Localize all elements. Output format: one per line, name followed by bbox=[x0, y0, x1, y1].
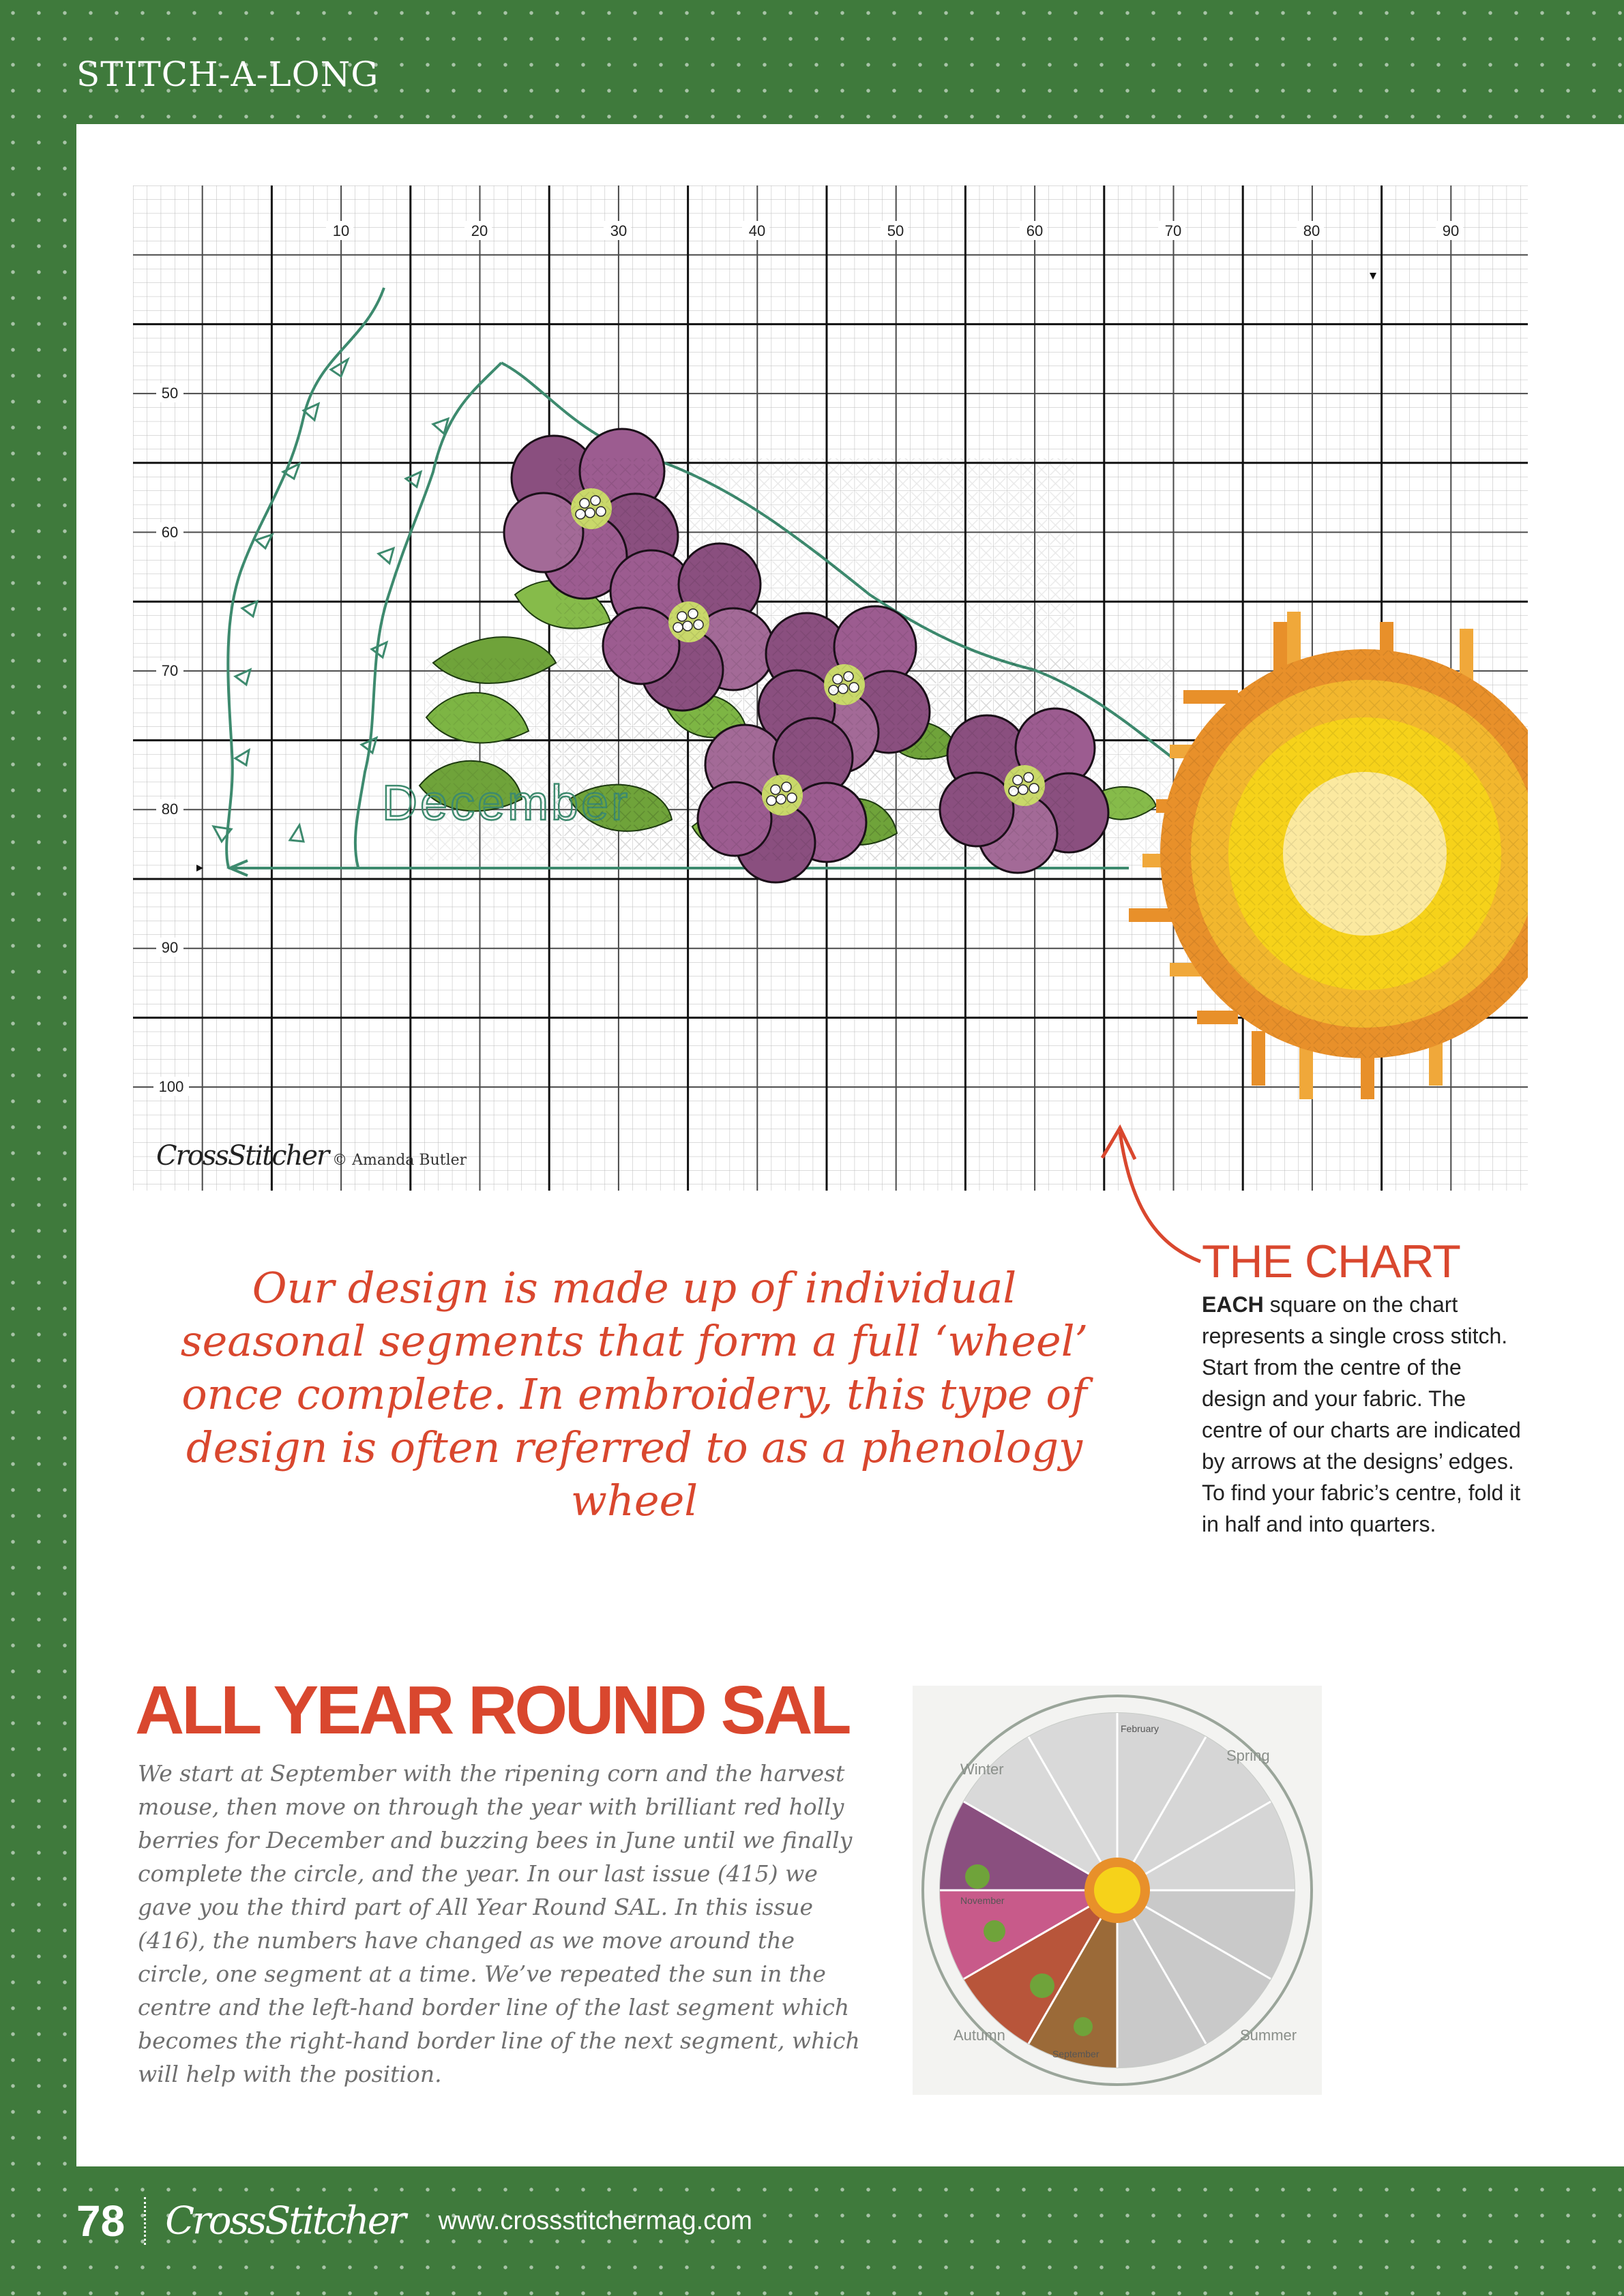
chart-credit bbox=[156, 1140, 467, 1172]
wheel-month-label: November bbox=[960, 1895, 1005, 1906]
wheel-season-label: Autumn bbox=[954, 2027, 1005, 2044]
chart-info-text: square on the chart represents a single cross stitch. Start from the centre of the design and your fabric. The centre of our charts are indicated by arrows at the designs’ edges. To find your fabric’s centre, fold it in half and into quarters. bbox=[1202, 1292, 1521, 1536]
chart-info-lead: EACH bbox=[1202, 1292, 1264, 1317]
page-number: 78 bbox=[76, 2196, 126, 2246]
footer-divider bbox=[144, 2197, 146, 2245]
x-tick: 30 bbox=[610, 222, 628, 239]
wheel-month-label: September bbox=[1052, 2048, 1099, 2059]
x-tick: 90 bbox=[1442, 222, 1460, 239]
footer-url[interactable]: www.crossstitchermag.com bbox=[438, 2206, 752, 2235]
y-tick: 100 bbox=[158, 1078, 184, 1095]
x-tick: 80 bbox=[1303, 222, 1320, 239]
article-intro: We start at September with the ripening corn and the harvest mouse, then move on through the year with brilliant red holly berries for December and buzzing bees in June until we finally complete the circle, and the year. In our last issue (415) we gave you the third part of All Year Round SAL. In this issue (416), the numbers have changed as we move around the circle, one segment at a time. We’ve repeated the sun in the centre and the left-hand border line of the last segment which becomes the right-hand border line of the next segment, which will help with the position. bbox=[138, 1760, 860, 2087]
wheel-season-label: Winter bbox=[960, 1761, 1004, 1778]
y-tick: 80 bbox=[161, 801, 179, 818]
x-tick: 40 bbox=[748, 222, 766, 239]
y-tick: 70 bbox=[161, 662, 179, 679]
x-tick: 70 bbox=[1164, 222, 1182, 239]
chart-info-body bbox=[1202, 1289, 1529, 1540]
chart-brand: CrossStitcher bbox=[156, 1140, 329, 1172]
wheel-season-label: Spring bbox=[1226, 1747, 1270, 1764]
footer-brand: CrossStitcher bbox=[165, 2198, 404, 2243]
handwritten-quote: Our design is made up of individual seasonal segments that form a full ‘wheel’ once complete. In embroidery, this type of design is often referred to as a phenology wheel bbox=[180, 1263, 1089, 1525]
x-tick: 50 bbox=[887, 222, 904, 239]
y-tick: 60 bbox=[161, 524, 179, 541]
article-title: ALL YEAR ROUND SAL bbox=[135, 1672, 849, 1748]
page-footer bbox=[76, 2196, 752, 2246]
cross-stitch-chart bbox=[133, 185, 1528, 1191]
chart-canvas bbox=[133, 185, 1528, 1191]
wheel-season-label: Summer bbox=[1240, 2027, 1297, 2044]
x-tick: 10 bbox=[332, 222, 350, 239]
phenology-wheel-image bbox=[913, 1686, 1322, 2095]
section-label: STITCH-A-LONG bbox=[76, 55, 379, 94]
month-label: December bbox=[382, 776, 631, 831]
y-tick: 50 bbox=[161, 385, 179, 402]
pointer-arrow-icon bbox=[1084, 1118, 1207, 1268]
x-tick: 20 bbox=[471, 222, 488, 239]
x-tick: 60 bbox=[1026, 222, 1044, 239]
wheel-month-label: February bbox=[1121, 1723, 1160, 1734]
chart-copyright: © Amanda Butler bbox=[332, 1152, 467, 1169]
chart-info-title: THE CHART bbox=[1202, 1236, 1460, 1287]
wheel-illustration bbox=[913, 1686, 1322, 2095]
y-tick: 90 bbox=[161, 939, 179, 956]
